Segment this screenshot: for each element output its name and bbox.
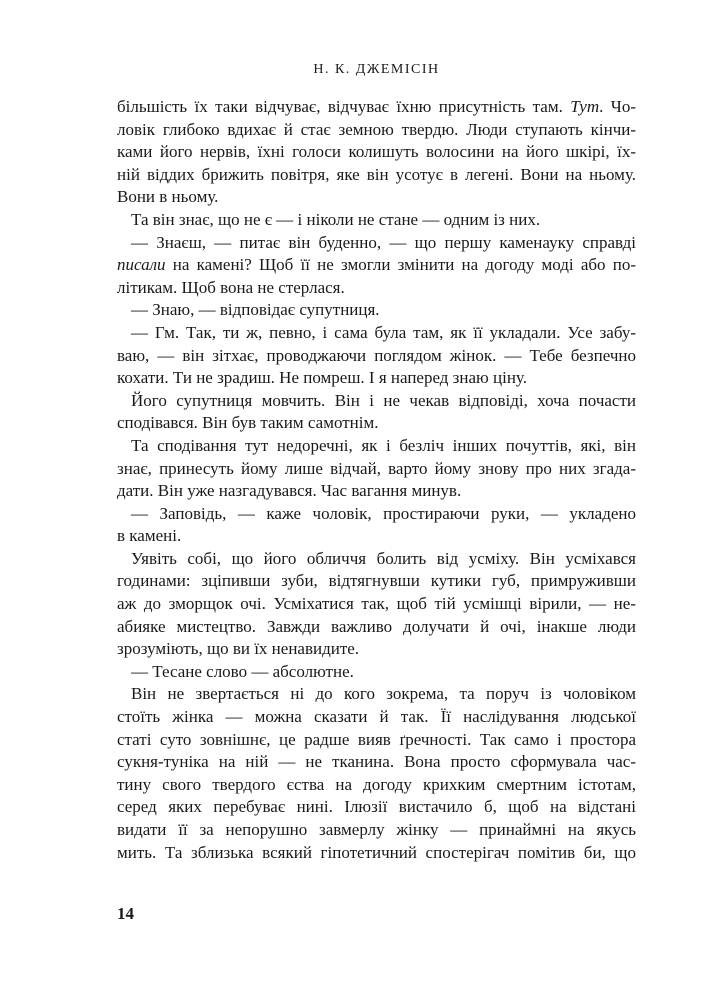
- text-run: більшість їх таки відчуває, відчуває їхню присутність там.: [117, 97, 571, 116]
- text-line: статі суто зовнішнє, це радше вияв ґречності. Так само і простора: [117, 729, 636, 749]
- text-line: — Знаєш, — питає він буденно, — що першу каменауку справді: [131, 232, 636, 252]
- text-line: Він не звертається ні до кого зокрема, та поруч із чоловіком: [131, 684, 636, 704]
- text-line: аж до зморщок очі. Усміхатися так, щоб тій усмішці вірили, — не-: [117, 594, 636, 614]
- text-line: літикам. Щоб вона не стерлася.: [117, 277, 345, 297]
- text-line: сподівався. Він був таким самотнім.: [117, 413, 379, 433]
- text-line: — Знаю, — відповідає супутниця.: [131, 300, 380, 320]
- text-line: ловік глибоко вдихає й стає земною твердю. Люди ступають кінчи-: [117, 119, 636, 139]
- emphasis-run: писали: [117, 255, 166, 275]
- text-line: в камені.: [117, 526, 182, 546]
- text-line: — Заповідь, — каже чоловік, простираючи руки, — укладено: [131, 503, 636, 523]
- text-line: Та сподівання тут недоречні, як і безліч інших почуттів, які, він: [131, 435, 636, 455]
- text-line: кохати. Ти не зрадиш. Не помреш. І я наперед знаю ціну.: [117, 368, 527, 388]
- text-line: ками його нервів, їхні голоси колишуть волосини на його шкірі, їх-: [117, 142, 636, 162]
- text-line: видати її за непорушно завмерлу жінку — принаймні на якусь: [117, 820, 636, 839]
- text-line: серед яких перебуває нині. Ілюзії вистачило б, щоб на відстані: [117, 797, 636, 817]
- text-line: дати. Він уже назгадувався. Час вагання минув.: [117, 481, 462, 501]
- text-line: Його супутниця мовчить. Він і не чекав відповіді, хоча почасти: [131, 390, 636, 410]
- page-number: 14: [117, 904, 134, 923]
- text-line: стоїть жінка — можна сказати й так. Її наслідування людської: [117, 707, 636, 727]
- text-line: сукня-туніка на ній — не тканина. Вона просто сформувала час-: [117, 752, 636, 772]
- text-line: зрозуміють, що ви їх ненавидите.: [117, 639, 360, 659]
- body-text: [117, 96, 636, 864]
- text-run: на камені? Щоб її не змогли змінити на догоду моді або по-: [165, 255, 636, 275]
- text-line: — Тесане слово — абсолютне.: [131, 661, 354, 681]
- text-line: ваю, — він зітхає, проводжаючи поглядом жінок. — Тебе безпечно: [117, 345, 636, 365]
- running-head: Н. К. ДЖЕМІСІН: [313, 62, 440, 77]
- text-line: тину свого твердого єства на догоду крихким смертним істотам,: [117, 774, 636, 794]
- text-line: знає, принесуть йому лише відчай, варто йому знову про них згада-: [117, 458, 636, 478]
- text-line: годинами: зціпивши зуби, відтягнувши кутики губ, примруживши: [117, 571, 636, 591]
- text-line: [117, 254, 636, 277]
- text-run: . Чо-: [599, 97, 636, 116]
- text-line: — Гм. Так, ти ж, певно, і сама була там, як її укладали. Усе забу-: [131, 322, 636, 342]
- text-line: Вони в ньому.: [117, 187, 219, 207]
- text-line: абияке мистецтво. Завжди важливо долучати й очі, інакше люди: [117, 616, 636, 636]
- text-line: ній віддих брижить повітря, яке він усотує в легені. Вони на ньому.: [117, 164, 636, 184]
- text-line: Уявіть собі, що його обличчя болить від усміху. Він усміхався: [131, 548, 636, 568]
- text-line: Та він знає, що не є — і ніколи не стане — одним із них.: [131, 209, 541, 229]
- emphasis-run: Тут: [570, 97, 600, 116]
- text-line: мить. Та зблизька всякий гіпотетичний спостерігач помітив би, що: [117, 842, 636, 862]
- text-line: [117, 96, 636, 119]
